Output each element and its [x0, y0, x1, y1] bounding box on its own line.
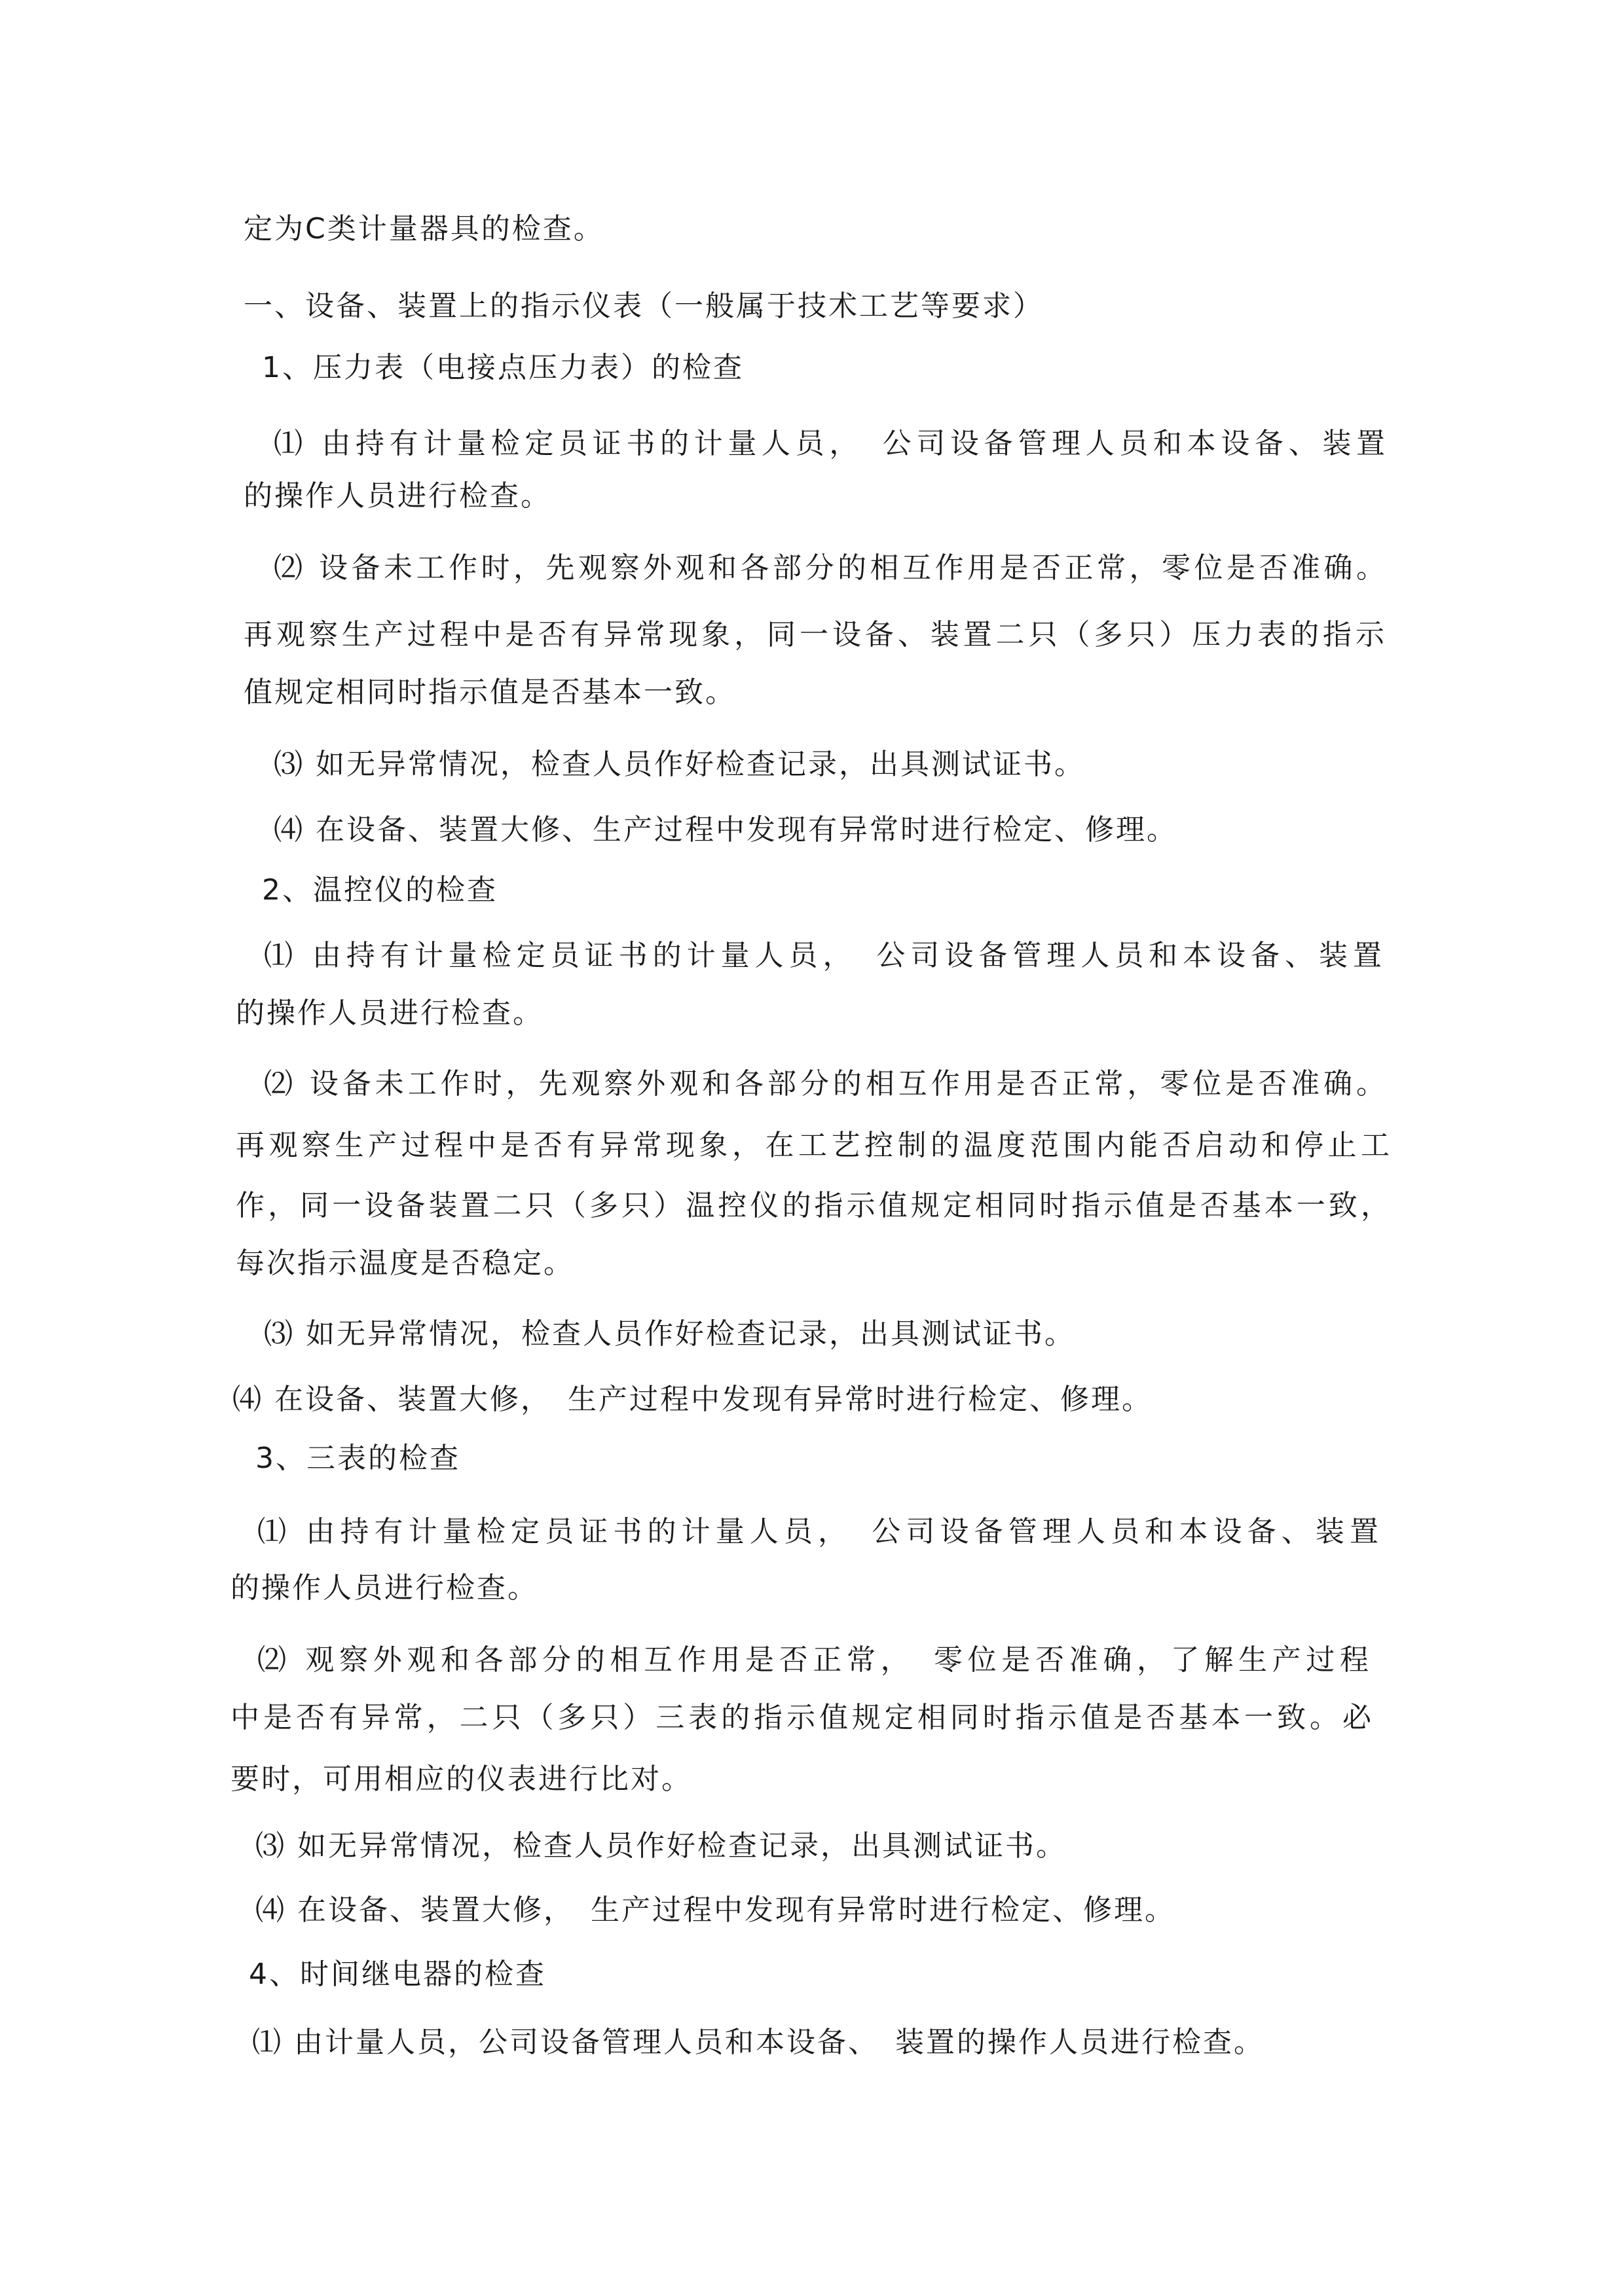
text-line: 再观察生产过程中是否有异常现象，同一设备、装置二只（多只）压力表的指示 [244, 618, 1386, 651]
text-line: 要时，可用相应的仪表进行比对。 [231, 1762, 692, 1796]
text-line: ⑴ 由持有计量检定员证书的计量人员， 公司设备管理人员和本设备、装置 [264, 939, 1384, 972]
text-line: ⑵ 观察外观和各部分的相互作用是否正常， 零位是否准确，了解生产过程 [257, 1643, 1371, 1677]
subsection-heading: 4、时间继电器的检查 [249, 1958, 546, 1991]
text-line: 值规定相同时指示值是否基本一致。 [244, 676, 736, 709]
text-line: ⑴ 由计量人员，公司设备管理人员和本设备、 装置的操作人员进行检查。 [252, 2026, 1264, 2059]
text-line: ⑵ 设备未工作时，先观察外观和各部分的相互作用是否正常，零位是否准确。 [274, 551, 1387, 585]
text-line: ⑶ 如无异常情况，检查人员作好检查记录，出具测试证书。 [255, 1829, 1067, 1863]
text-line: 定为C类计量器具的检查。 [244, 212, 604, 246]
subsection-heading: 3、三表的检查 [255, 1442, 460, 1475]
text-line: ⑵ 设备未工作时，先观察外观和各部分的相互作用是否正常，零位是否准确。 [264, 1067, 1387, 1101]
text-line: ⑷ 在设备、装置大修， 生产过程中发现有异常时进行检定、修理。 [232, 1383, 1153, 1416]
subsection-heading: 2、温控仪的检查 [262, 873, 498, 907]
text-line: 的操作人员进行检查。 [244, 479, 551, 513]
text-line: 的操作人员进行检查。 [236, 996, 544, 1030]
text-line: ⑴ 由持有计量检定员证书的计量人员， 公司设备管理人员和本设备、装置 [274, 427, 1387, 460]
text-line: 每次指示温度是否稳定。 [236, 1247, 574, 1280]
text-line: ⑷ 在设备、装置大修， 生产过程中发现有异常时进行检定、修理。 [255, 1893, 1175, 1927]
text-line: ⑶ 如无异常情况，检查人员作好检查记录，出具测试证书。 [264, 1317, 1075, 1351]
text-line: ⑶ 如无异常情况，检查人员作好检查记录，出具测试证书。 [274, 748, 1085, 781]
text-line: ⑴ 由持有计量检定员证书的计量人员， 公司设备管理人员和本设备、装置 [257, 1515, 1380, 1548]
text-line: 中是否有异常，二只（多只）三表的指示值规定相同时指示值是否基本一致。必 [231, 1701, 1373, 1734]
text-line: ⑷ 在设备、装置大修、生产过程中发现有异常时进行检定、修理。 [274, 813, 1177, 847]
subsection-heading: 1、压力表（电接点压力表）的检查 [262, 351, 744, 384]
text-line: 的操作人员进行检查。 [231, 1571, 538, 1605]
text-line: 作，同一设备装置二只（多只）温控仪的指示值规定相同时指示值是否基本一致， [236, 1189, 1392, 1222]
text-line: 再观察生产过程中是否有异常现象，在工艺控制的温度范围内能否启动和停止工 [236, 1129, 1392, 1162]
section-heading: 一、设备、装置上的指示仪表（一般属于技术工艺等要求） [244, 289, 1044, 323]
